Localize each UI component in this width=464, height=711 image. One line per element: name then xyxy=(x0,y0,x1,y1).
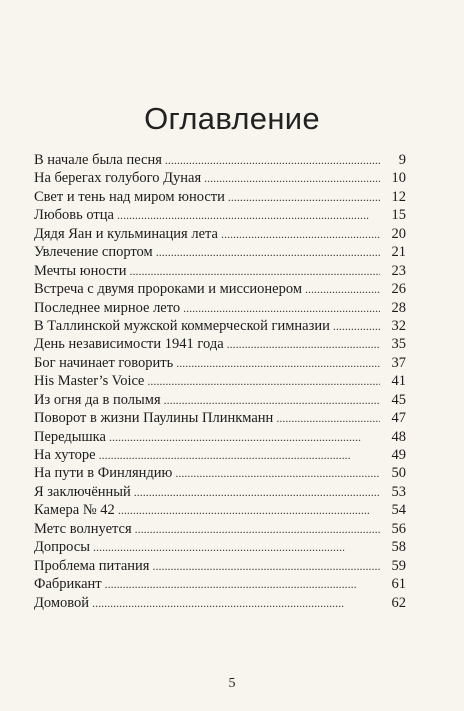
toc-entry-page: 48 xyxy=(391,428,406,445)
toc-entry-page: 58 xyxy=(391,539,406,556)
toc-entry-title: В начале была песня xyxy=(34,152,162,168)
toc-entry-title: Свет и тень над миром юности xyxy=(34,188,225,205)
toc-entry-title: На пути в Финляндию xyxy=(34,465,173,482)
dot-leader xyxy=(164,391,380,409)
dot-leader xyxy=(221,225,380,243)
dot-leader xyxy=(134,483,380,501)
toc-entry-page: 32 xyxy=(391,317,406,334)
dot-leader xyxy=(227,335,380,353)
toc-entry xyxy=(34,299,406,317)
dot-leader xyxy=(93,538,380,556)
toc-entry xyxy=(34,151,406,169)
toc-entry-page: 21 xyxy=(391,244,406,261)
toc-entry-title: His Master’s Voice xyxy=(34,373,145,390)
dot-leader xyxy=(228,188,380,206)
toc-entry xyxy=(34,594,406,612)
toc-entry-page: 45 xyxy=(391,391,406,408)
toc-entry-page: 28 xyxy=(391,299,406,316)
toc-entry-title: Метс волнуется xyxy=(34,520,132,537)
page-title: Оглавление xyxy=(144,100,320,136)
dot-leader xyxy=(135,520,380,538)
toc-entry-title: На берегах голубого Дуная xyxy=(34,170,202,187)
toc-entry-page: 54 xyxy=(391,502,406,519)
toc-entry xyxy=(34,409,406,427)
toc-entry-title: Камера № 42 xyxy=(34,502,115,519)
toc-entry xyxy=(34,225,406,243)
toc-entry-page: 53 xyxy=(391,483,406,500)
dot-leader xyxy=(165,151,380,169)
toc-entry-title: Фабрикант xyxy=(34,576,102,593)
page-number: 5 xyxy=(228,676,236,691)
dot-leader xyxy=(118,501,380,519)
toc-entry-page: 56 xyxy=(391,520,406,537)
toc-entry xyxy=(34,243,406,261)
toc-entry-title: День независимости 1941 года xyxy=(34,336,224,353)
toc-entry xyxy=(34,557,406,575)
toc-entry xyxy=(34,169,406,187)
dot-leader xyxy=(109,428,380,446)
toc-entry xyxy=(34,538,406,556)
dot-leader xyxy=(92,594,380,612)
toc-entry xyxy=(34,335,406,353)
toc-entry-page: 62 xyxy=(391,594,406,611)
table-of-contents xyxy=(34,151,406,612)
toc-entry-title: Последнее мирное лето xyxy=(34,299,181,316)
dot-leader xyxy=(276,409,380,427)
toc-entry-title: Передышка xyxy=(34,428,106,445)
toc-entry-title: Любовь отца xyxy=(34,207,114,224)
dot-leader xyxy=(204,169,380,187)
toc-entry xyxy=(34,501,406,519)
toc-entry xyxy=(34,262,406,280)
dot-leader xyxy=(147,372,380,390)
toc-entry-page: 47 xyxy=(391,410,406,427)
toc-entry-title: Я заключённый xyxy=(34,483,131,500)
toc-entry-page: 41 xyxy=(391,373,406,390)
toc-entry xyxy=(34,317,406,335)
toc-entry xyxy=(34,391,406,409)
toc-entry-title: В Таллинской мужской коммерческой гимназии xyxy=(34,317,330,334)
toc-entry-title: Проблема питания xyxy=(34,557,150,574)
dot-leader xyxy=(156,243,380,261)
dot-leader xyxy=(152,557,380,575)
toc-entry xyxy=(34,206,406,224)
dot-leader xyxy=(117,206,380,224)
toc-entry-title: Увлечение спортом xyxy=(34,244,153,261)
dot-leader xyxy=(176,354,380,372)
toc-entry-title: Дядя Яан и кульминация лета xyxy=(34,225,218,242)
dot-leader xyxy=(105,575,380,593)
toc-entry xyxy=(34,372,406,390)
toc-entry xyxy=(34,483,406,501)
toc-entry-page: 26 xyxy=(391,281,406,298)
toc-entry-page: 50 xyxy=(391,465,406,482)
toc-entry-page: 15 xyxy=(391,207,406,224)
toc-entry xyxy=(34,188,406,206)
dot-leader xyxy=(305,280,380,298)
toc-entry-title: Бог начинает говорить xyxy=(34,354,174,371)
toc-entry-title: Домовой xyxy=(34,594,90,611)
toc-entry-title: Поворот в жизни Паулины Плинкманн xyxy=(34,410,274,427)
toc-entry-page: 9 xyxy=(398,152,406,168)
toc-entry-page: 10 xyxy=(391,170,406,187)
toc-entry-page: 20 xyxy=(391,225,406,242)
dot-leader xyxy=(99,446,380,464)
dot-leader xyxy=(175,464,380,482)
toc-entry xyxy=(34,575,406,593)
toc-entry-page: 61 xyxy=(391,576,406,593)
toc-entry xyxy=(34,446,406,464)
toc-entry-page: 37 xyxy=(391,354,406,371)
toc-entry-title: Из огня да в полымя xyxy=(34,391,161,408)
toc-entry-title: На хуторе xyxy=(34,447,96,463)
toc-entry-page: 59 xyxy=(391,557,406,574)
toc-entry-title: Встреча с двумя пророками и миссионером xyxy=(34,281,302,298)
toc-entry-title: Мечты юности xyxy=(34,262,127,279)
toc-entry xyxy=(34,428,406,446)
dot-leader xyxy=(183,299,380,317)
toc-entry-page: 23 xyxy=(391,262,406,279)
dot-leader xyxy=(130,262,380,280)
toc-entry-title: Допросы xyxy=(34,539,90,556)
toc-entry-page: 49 xyxy=(391,447,406,463)
dot-leader xyxy=(333,317,380,335)
toc-entry xyxy=(34,280,406,298)
toc-entry xyxy=(34,464,406,482)
toc-entry xyxy=(34,520,406,538)
toc-entry-page: 12 xyxy=(391,188,406,205)
toc-entry xyxy=(34,354,406,372)
toc-entry-page: 35 xyxy=(391,336,406,353)
